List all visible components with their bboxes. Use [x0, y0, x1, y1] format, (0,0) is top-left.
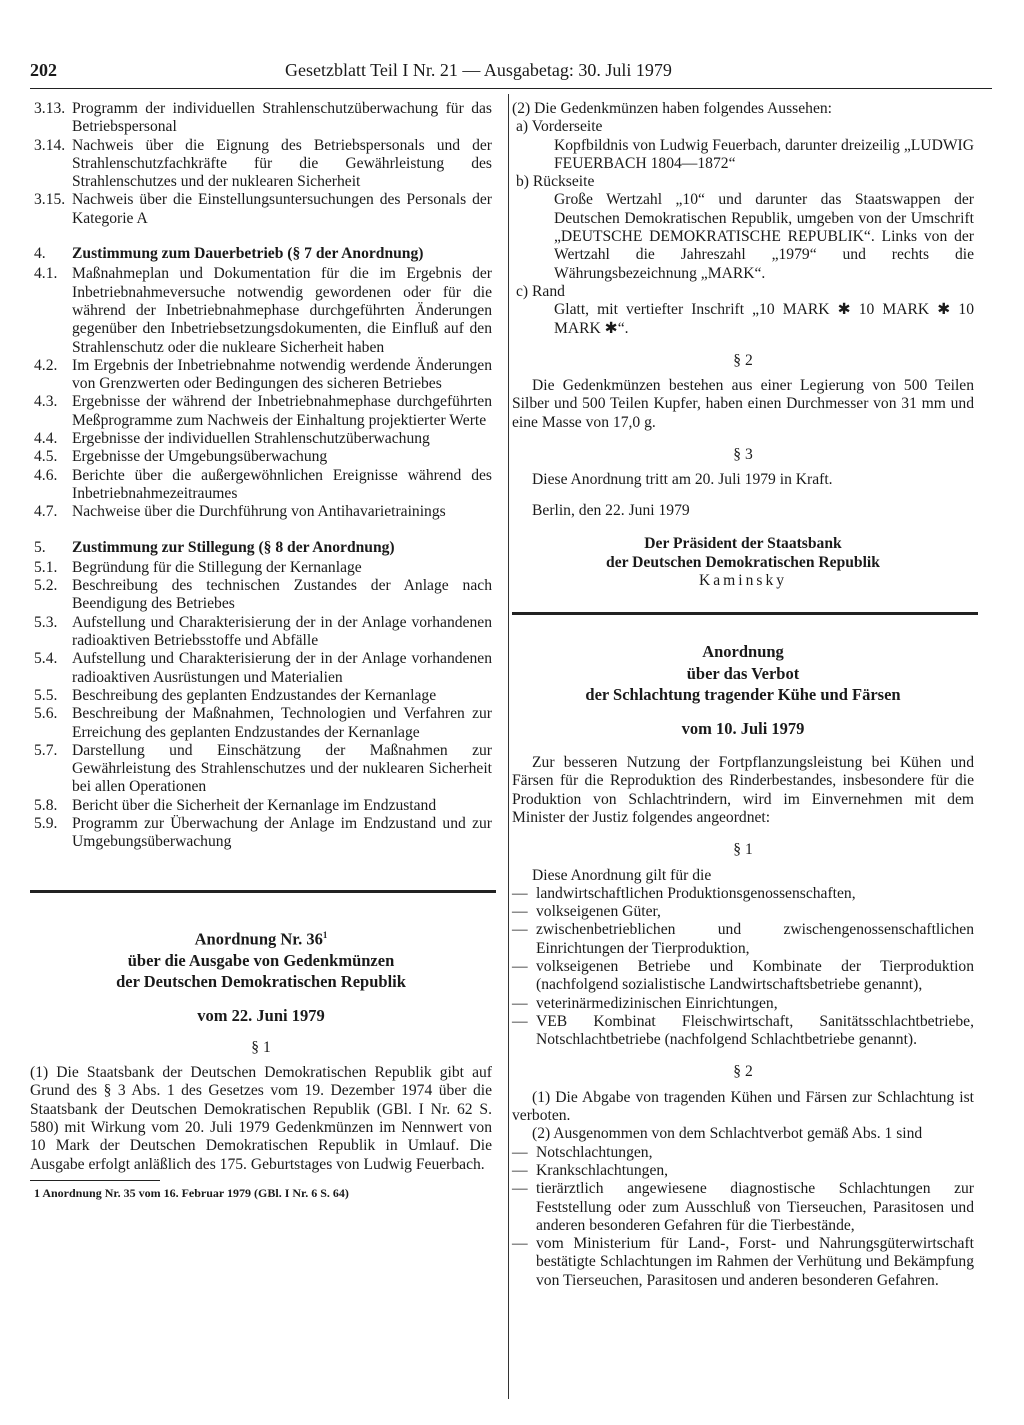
sub-label: a) Vorderseite [516, 118, 603, 136]
list-item: 5.7. Darstellung und Einschätzung der Maßnahmen zur Gewährleistung des Strahlenschutzes und der nuklearen Sicherheit bei allen Operationen [34, 741, 492, 796]
paragraph-mark: § 3 [733, 446, 753, 464]
paragraph-text: Diese Anordnung gilt für die [532, 866, 712, 884]
anordnung-36-date: vom 22. Juni 1979 [197, 1005, 325, 1025]
list-item: — volkseigenen Güter, [512, 903, 661, 921]
list-item: 5.6. Beschreibung der Maßnahmen, Technologien und Verfahren zur Erreichung des geplanten Endzustandes der Kernanlage [34, 705, 492, 741]
list-item: — Notschlachtungen, [512, 1143, 653, 1161]
left-column [30, 100, 492, 1202]
signature-name: Kaminsky [698, 571, 788, 589]
header-rule [30, 88, 992, 89]
list-item: 5.9. Programm zur Überwachung der Anlage im Endzustand und zur Umgebungsüberwachung [34, 814, 492, 851]
list-item: — zwischenbetrieblichen und zwischengenossenschaftlichen Einrichtungen der Tierproduktion, [512, 921, 974, 957]
section-rule [30, 890, 496, 893]
list-item: 5.4. Aufstellung und Charakterisierung der in der Anlage vorhandenen radioaktiven Ausrüstungen und Materialien [34, 650, 492, 686]
list-item: — volkseigenen Betriebe und Kombinate der Tierproduktion (nachfolgend sozialistische Landwirtschaftsbetriebe genannt), [512, 958, 974, 994]
column-divider [508, 94, 509, 1399]
section-heading-4: 4. Zustimmung zum Dauerbetrieb (§ 7 der Anordnung) [34, 245, 424, 263]
section-rule [512, 612, 978, 615]
list-item: 3.15. Nachweis über die Einstellungsuntersuchungen des Personals der Kategorie A [34, 191, 492, 227]
list-item: — tierärztlich angewiesene diagnostische Schlachtungen zur Feststellung oder zum Ausschluß von Tierseuchen, Parasitosen und anderen besonderen Gefahren für die Tierbestände, [512, 1180, 974, 1234]
sub-label: c) Rand [516, 282, 565, 300]
list-item: — VEB Kombinat Fleischwirtschaft, Sanitätsschlachtbetriebe, Notschlachtbetriebe (nachfolgend Schlachtbetriebe genannt). [512, 1012, 974, 1049]
list-item: — landwirtschaftlichen Produktionsgenossenschaften, [512, 884, 856, 902]
list-item: 5.8. Bericht über die Sicherheit der Kernanlage im Endzustand [34, 796, 437, 814]
list-item: — veterinärmedizinischen Einrichtungen, [512, 994, 778, 1012]
anordnung-36-title: Anordnung Nr. $36^1$ über die Ausgabe von Gedenkmünzen der Deutschen Demokratischen Republik [116, 929, 406, 992]
sub-text: Kopfbildnis von Ludwig Feuerbach, darunter dreizeilig „LUDWIG FEUERBACH 1804—1872“ [554, 136, 974, 172]
list-item: 4.3. Ergebnisse der während der Inbetriebnahmephase durchgeführten Meßprogramme zum Nachweis der Einhaltung projektierter Werte [34, 393, 492, 429]
paragraph-mark: § 1 [251, 1038, 271, 1056]
list-item: 5.1. Begründung für die Stillegung der Kernanlage [34, 558, 362, 576]
footnote: 1 Anordnung Nr. 35 vom 16. Februar 1979 (GBl. I Nr. 6 S. 64) [34, 1185, 349, 1200]
list-item: 5.2. Beschreibung des technischen Zustandes der Anlage nach Beendigung des Betriebes [34, 577, 492, 613]
footnote-ref: 1 [322, 929, 328, 940]
list-item: 3.14. Nachweis über die Eignung des Betriebspersonals und der Strahlenschutzfachkräfte für die Gewährleistung des Strahlenschutzes und der nuklearen Sicherheit [34, 136, 492, 191]
sub-text: Große Wertzahl „10“ und darunter das Staatswappen der Deutschen Demokratischen Republik, umgeben von der Umschrift „DEUTSCHE DEMOKRATISCHE REPUBLIK“. Links von der Wertzahl die Jahreszahl „1979“ und rechts die Währungsbezeichnung „MARK“. [554, 191, 974, 282]
list-item: 5.3. Aufstellung und Charakterisierung der in der Anlage vorhandenen radioaktiven Betriebsstoffe und Abfälle [34, 613, 492, 650]
signature-block: Der Präsident der Staatsbank der Deutschen Demokratischen Republik [606, 534, 880, 571]
paragraph-text: Diese Anordnung tritt am 20. Juli 1979 in Kraft. [532, 471, 833, 489]
list-item: 3.13. Programm der individuellen Strahlenschutzüberwachung für das Betriebspersonal [34, 100, 492, 136]
paragraph-text: (2) Ausgenommen von dem Schlachtverbot gemäß Abs. 1 sind [532, 1125, 923, 1143]
section-heading-5: 5. Zustimmung zur Stillegung (§ 8 der Anordnung) [34, 538, 395, 556]
list-item: 4.4. Ergebnisse der individuellen Strahlenschutzüberwachung [34, 430, 430, 448]
list-item: 4.6. Berichte über die außergewöhnlichen Ereignisse während des Inbetriebnahmezeitraumes [34, 466, 492, 502]
paragraph-text: (1) Die Staatsbank der Deutschen Demokratischen Republik gibt auf Grund des § 3 Abs. 1 des Gesetzes vom 19. Dezember 1974 über die Staatsbank der Deutschen Demokratischen Republik (GBl. I Nr. 62 S. 580) mit Wirkung vom 20. Juli 1979 Gedenkmünzen im Nennwert von 10 Mark der Deutschen Demokratischen Republik in Umlauf. Die Ausgabe erfolgt anläßlich des 175. Geburtstages von Ludwig Feuerbach. [30, 1064, 492, 1173]
list-item: — vom Ministerium für Land-, Forst- und Nahrungsgüterwirtschaft bestätigte Schlachtungen im Rahmen der Verhütung und Bekämpfung von Tierseuchen, Parasitosen und anderen besonderen Gefahren. [512, 1235, 974, 1289]
sub-label: b) Rückseite [516, 173, 595, 191]
list-item: 5.5. Beschreibung des geplanten Endzustandes der Kernanlage [34, 686, 437, 704]
list-item: — Krankschlachtungen, [512, 1161, 669, 1179]
running-head: Gesetzblatt Teil I Nr. 21 — Ausgabetag: 30. Juli 1979 [285, 60, 672, 80]
paragraph-text: Die Gedenkmünzen bestehen aus einer Legierung von 500 Teilen Silber und 500 Teilen Kupfer, haben einen Durchmesser von 31 mm und eine Masse von 17,0 g. [512, 377, 974, 431]
paragraph-text: (2) Die Gedenkmünzen haben folgendes Aussehen: [512, 100, 833, 117]
preamble: Zur besseren Nutzung der Fortpflanzungsleistung bei Kühen und Färsen für die Reproduktion des Rinderbestandes, insbesondere für die Produktion von Schlachtrindern, wird im Einvernehmen mit dem Minister der Justiz folgendes angeordnet: [512, 754, 974, 826]
right-column [512, 100, 974, 1290]
place-date: Berlin, den 22. Juni 1979 [532, 501, 690, 519]
paragraph-mark: § 2 [733, 1063, 753, 1081]
anordnung-verbot-title: Anordnung über das Verbot der Schlachtung tragender Kühe und Färsen [585, 642, 901, 705]
list-item: 4.7. Nachweise über die Durchführung von Antihavarietrainings [34, 503, 446, 521]
list-item: 4.2. Im Ergebnis der Inbetriebnahme notwendig werdende Änderungen von Grenzwerten oder Bedingungen des sicheren Betriebes [34, 356, 492, 393]
list-item: 4.5. Ergebnisse der Umgebungsüberwachung [34, 448, 328, 466]
list-item: 4.1. Maßnahmeplan und Dokumentation für die im Ergebnis der Inbetriebnahmeversuche notwendig gewordenen oder für die während der Inbetriebnahmephase durchgeführten Änderungen gegenüber den Inbetriebsetzungsdokumenten, die Einfluß auf den Strahlenschutz oder die nukleare Sicherheit haben [34, 265, 492, 356]
page-number: 202 [30, 60, 57, 80]
footnote-rule [30, 1180, 160, 1181]
paragraph-mark: § 2 [733, 351, 753, 369]
anordnung-verbot-date: vom 10. Juli 1979 [681, 718, 805, 738]
paragraph-mark: § 1 [733, 841, 753, 859]
paragraph-text: (1) Die Abgabe von tragenden Kühen und Färsen zur Schlachtung ist verboten. [512, 1088, 974, 1125]
sub-text: Glatt, mit vertiefter Inschrift „10 MARK ✱ 10 MARK ✱ 10 MARK ✱“. [554, 301, 974, 337]
